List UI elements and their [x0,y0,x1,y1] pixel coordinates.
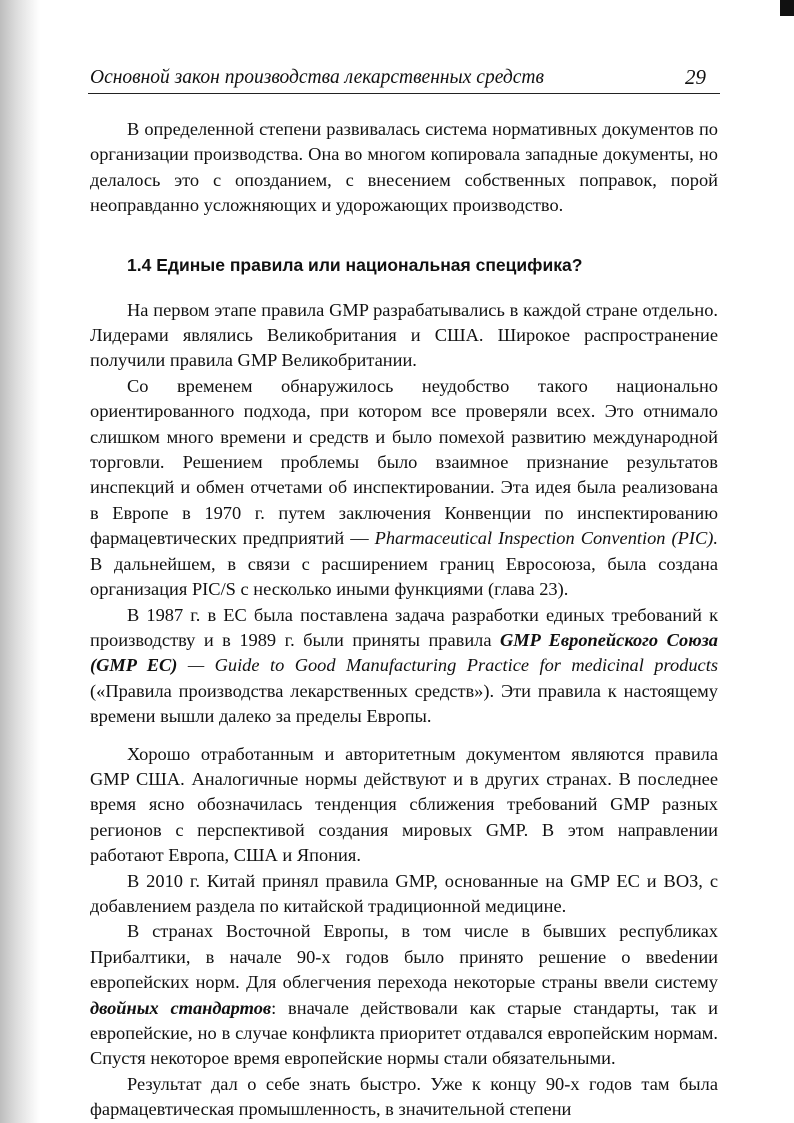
running-header [88,63,720,94]
page-number: 29 [685,65,706,89]
gmp-eu-term: GMP Европейского Союза (GMP ЕС) [90,629,718,676]
paragraph-gmp-usa: Хорошо отработанным и авторитетным документом являются правила GMP США. Аналогичные нормы действуют и в других странах. В последнее время ясно обозначилась тенденция сближения требований GMP разных регионов с перспективой создания мировых GMP. В этом направлении работают Европа, США и Япония. [90,743,718,866]
paragraph-text: В 1987 г. в ЕС была поставлена задача разработки единых требований к производству и в 1989 г. были приняты правила [90,604,718,650]
paragraph-eastern-europe [90,919,718,1071]
paragraph-text: Со временем обнаружилось неудобство такого национально ориентированного подхода, при котором все проверяли всех. Это отнимало слишком много времени и средств и было помехой развитию международной торговли. Решением проблемы было взаимное признание результатов инспекций и обмен отчетами об инспектировании. Эта идея была реализована в Европе в 1970 г. путем заключения Конвенции по инспектированию фармацевтических предприятий — [90,375,718,549]
page-edge-shadow [0,0,40,1123]
gmp-eu-guide-title: — Guide to Good Manufacturing Practice for medicinal products [177,655,718,676]
paragraph-gap [90,730,718,742]
paragraph-text: : вначале действовали как старые стандарты, так и европейские, но в случае конфликта приоритет отдавался европейским нормам. Спустя некоторое время европейские нормы стали обязательными. [90,997,719,1069]
double-standards-term: двойных стандартов [90,997,272,1018]
running-header-title: Основной закон производства лекарственных средств [90,67,544,88]
paragraph-first-stage: На первом этапе правила GMP разрабатывались в каждой стране отдельно. Лидерами являлись Великобритания и США. Широкое распространение получили правила GMP Великобритании. [90,299,718,371]
paragraph-text: («Правила производства лекарственных средств»). Эти правила к настоящему времени вышли далеко за пределы Европы. [90,680,718,727]
pic-convention-name: Pharmaceutical Inspection Convention (PIC). [374,528,718,549]
paragraph-text: В странах Восточной Европы, в том числе в бывших республиках Прибалтики, в начале 90-х годов было принято решение о ввеdении европейских норм. Для облегчения перехода некоторые страны ввели систему [90,921,718,993]
paragraph-pic-convention [90,374,718,603]
intro-paragraph: В определенной степени развивалась система нормативных документов по организации производства. Она во многом копировала западные документы, но делалось это с опозданием, с внесением собственных поправок, порой неоправданно усложняющих и удорожающих производство. [90,119,718,216]
scan-corner-mark [780,0,794,16]
paragraph-result: Результат дал о себе знать быстро. Уже к концу 90-х годов там была фармацевтическая промышленность, в значительной степени [90,1073,718,1120]
paragraph-china: В 2010 г. Китай принял правила GMP, основанные на GMP ЕС и ВОЗ, с добавлением раздела по китайской традиционной медицине. [90,870,718,916]
paragraph-text: В дальнейшем, в связи с расширением границ Евросоюза, была создана организация PIC/S с несколько иными функциями (глава 23). [90,553,718,600]
paragraph-gmp-eu [90,603,718,730]
heading-gap [90,278,718,298]
page-body [90,117,718,1123]
section-gap [90,219,718,253]
section-heading: 1.4 Единые правила или национальная специфика? [127,254,583,275]
